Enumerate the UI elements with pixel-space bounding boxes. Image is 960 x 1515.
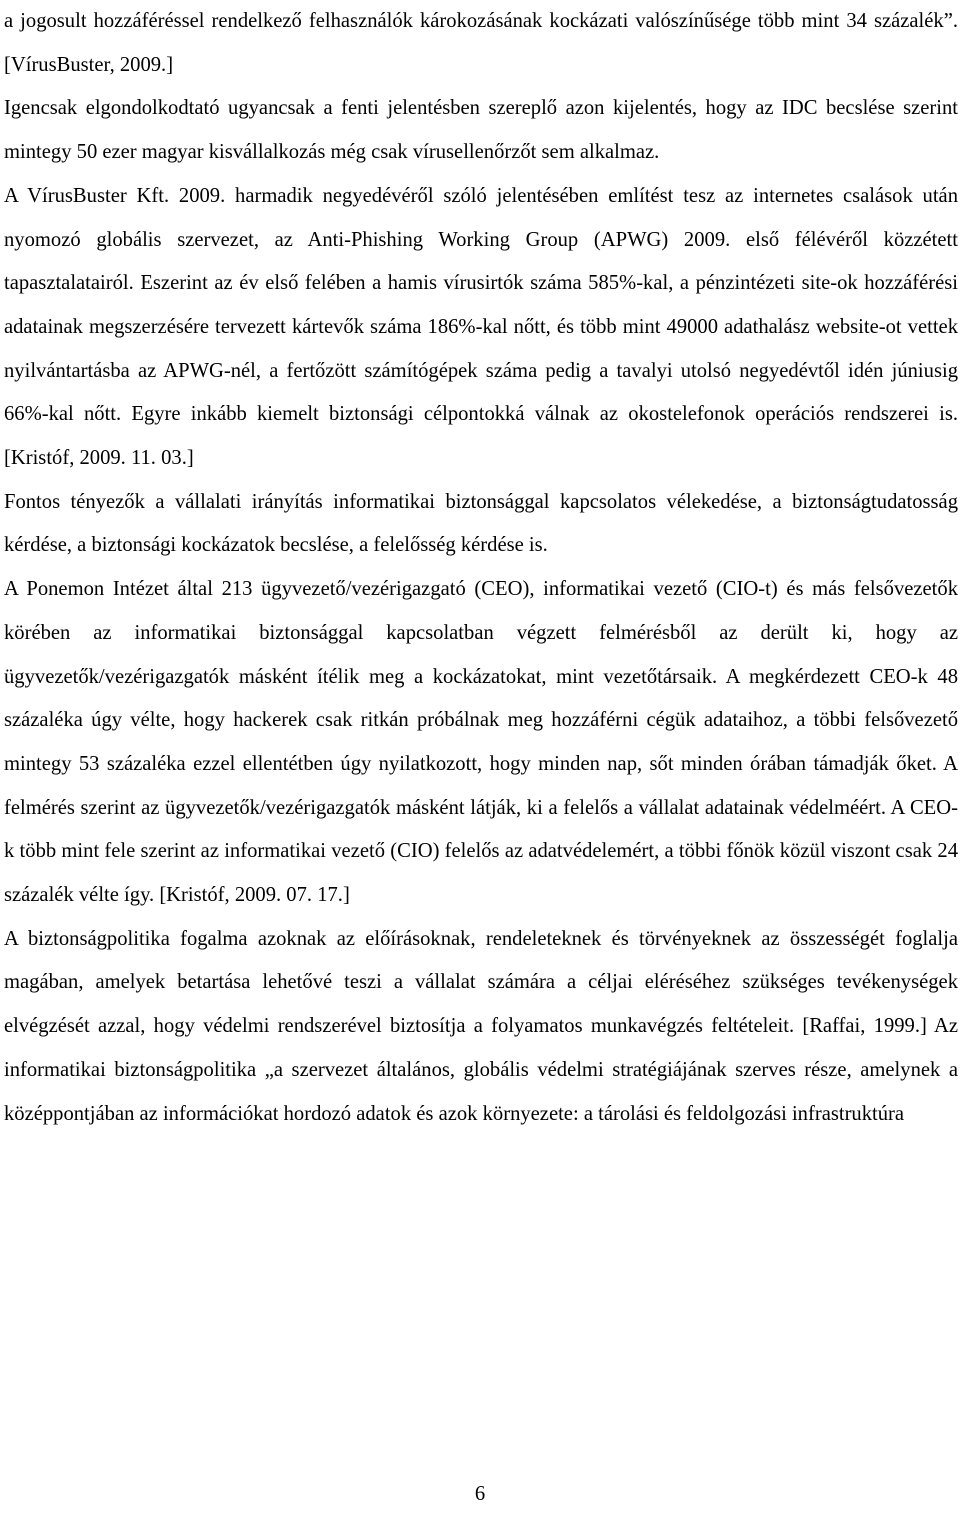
page-number: 6 [474,1483,486,1505]
paragraph-1: a jogosult hozzáféréssel rendelkező felhasználók károkozásának kockázati valószínűsége több mint 34 százalék”. [VírusBuster, 2009.] [4,10,958,76]
paragraph-6: A biztonságpolitika fogalma azoknak az előírásoknak, rendeleteknek és törvényeknek az összességét foglalja magában, amelyek betartása lehetővé teszi a vállalat számára a céljai eléréséhez szükséges tevékenységek elvégzését azzal, hogy védelmi rendszerével biztosítja a folyamatos munkavégzés feltételeit. [Raffai, 1999.] Az informatikai biztonságpolitika „a szervezet általános, globális védelmi stratégiájának szerves része, amelynek a középpontjában az információkat hordozó adatok és azok környezete: a tárolási és feldolgozási infrastruktúra [4,927,958,1125]
document-page [4,0,958,1136]
paragraph-3: A VírusBuster Kft. 2009. harmadik negyedévéről szóló jelentésében említést tesz az internetes csalások után nyomozó globális szervezet, az Anti-Phishing Working Group (APWG) 2009. első félévéről közzétett tapasztalatairól. Eszerint az év első felében a hamis vírusirtók száma 585%-kal, a pénzintézeti site-ok hozzáférési adatainak megszerzésére tervezett kártevők száma 186%-kal nőtt, és több mint 49000 adathalász website-ot vettek nyilvántartásba az APWG-nél, a fertőzött számítógépek száma pedig a tavalyi utolsó negyedévtől idén júniusig 66%-kal nőtt. Egyre inkább kiemelt biztonsági célpontokká válnak az okostelefonok operációs rendszerei is. [Kristóf, 2009. 11. 03.] [4,184,958,470]
paragraph-5: A Ponemon Intézet által 213 ügyvezető/vezérigazgató (CEO), informatikai vezető (CIO-t) és más felsővezetők körében az informatikai biztonsággal kapcsolatban végzett felmérésből az derült ki, hogy az ügyvezetők/vezérigazgatók másként ítélik meg a kockázatokat, mint vezetőtársaik. A megkérdezett CEO-k 48 százaléka úgy vélte, hogy hackerek csak ritkán próbálnak meg hozzáférni cégük adataihoz, a többi felsővezető mintegy 53 százaléka ezzel ellentétben úgy nyilatkozott, hogy minden nap, sőt minden órában támadják őket. A felmérés szerint az ügyvezetők/vezérigazgatók másként látják, ki a felelős a vállalat adatainak védelméért. A CEO-k több mint fele szerint az informatikai vezető (CIO) felelős az adatvédelemért, a többi főnök közül viszont csak 24 százalék vélte így. [Kristóf, 2009. 07. 17.] [4,578,958,907]
paragraph-2: Igencsak elgondolkodtató ugyancsak a fenti jelentésben szereplő azon kijelentés, hogy az IDC becslése szerint mintegy 50 ezer magyar kisvállalkozás még csak vírusellenőrzőt sem alkalmaz. [4,97,958,164]
paragraph-4: Fontos tényezők a vállalati irányítás informatikai biztonsággal kapcsolatos vélekedése, a biztonságtudatosság kérdése, a biztonsági kockázatok becslése, a felelősség kérdése is. [4,490,958,557]
